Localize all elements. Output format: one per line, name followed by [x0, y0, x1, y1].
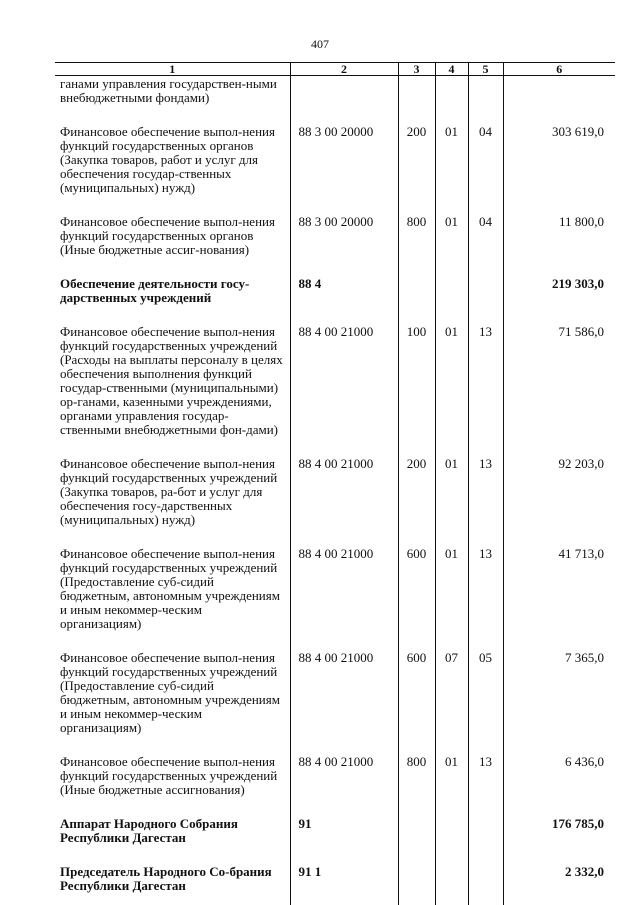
- subsection-code: [468, 865, 503, 905]
- item-name: Финансовое обеспечение выпол-нения функций государственных учреждений (Предоставление суб-сидий бюджетным, автономным учреждениям и иным некоммер-ческим организациям): [60, 546, 280, 631]
- subsection-code: 05: [468, 651, 503, 755]
- target-code: 88 4 00 21000: [290, 547, 398, 651]
- subsection-code: 13: [468, 755, 503, 817]
- amount: 7 365,0: [503, 651, 615, 755]
- expense-type-code: 200: [398, 457, 435, 547]
- section-code: 01: [435, 215, 468, 277]
- expense-type-code: 800: [398, 755, 435, 817]
- table-row: [55, 457, 615, 547]
- table-body: [55, 76, 615, 905]
- section-code: 01: [435, 325, 468, 457]
- amount: 71 586,0: [503, 325, 615, 457]
- item-name: Финансовое обеспечение выпол-нения функций государственных учреждений (Иные бюджетные ассигнования): [60, 754, 278, 797]
- section-code: [435, 76, 468, 126]
- column-header: 3: [398, 63, 435, 76]
- section-code: [435, 277, 468, 325]
- table-header-row: [55, 63, 615, 76]
- table-row: [55, 325, 615, 457]
- subsection-code: 13: [468, 457, 503, 547]
- table-row: [55, 865, 615, 905]
- target-code: [290, 76, 398, 126]
- amount: 92 203,0: [503, 457, 615, 547]
- subsection-code: [468, 817, 503, 865]
- expense-type-code: [398, 277, 435, 325]
- target-code: 88 4 00 21000: [290, 651, 398, 755]
- item-name: Финансовое обеспечение выпол-нения функций государственных органов (Иные бюджетные ассиг-нования): [60, 214, 275, 257]
- item-name: Председатель Народного Со-брания Республики Дагестан: [60, 864, 272, 893]
- expense-type-code: 600: [398, 651, 435, 755]
- budget-table: [55, 62, 615, 905]
- expense-type-code: 800: [398, 215, 435, 277]
- amount: 176 785,0: [503, 817, 615, 865]
- item-name: Финансовое обеспечение выпол-нения функций государственных учреждений (Предоставление суб-сидий бюджетным, автономным учреждениям и иным некоммер-ческим организациям): [60, 650, 280, 735]
- target-code: 88 4 00 21000: [290, 457, 398, 547]
- target-code: 91 1: [290, 865, 398, 905]
- subsection-code: [468, 277, 503, 325]
- section-code: [435, 817, 468, 865]
- item-name: Финансовое обеспечение выпол-нения функций государственных учреждений (Закупка товаров, ра-бот и услуг для обеспечения госу-дарственных (муниципальных) нужд): [60, 456, 278, 527]
- expense-type-code: 600: [398, 547, 435, 651]
- section-code: 07: [435, 651, 468, 755]
- column-header: 1: [55, 63, 290, 76]
- table-row: [55, 547, 615, 651]
- subsection-code: 13: [468, 547, 503, 651]
- table-row: [55, 215, 615, 277]
- item-name: Финансовое обеспечение выпол-нения функций государственных учреждений (Расходы на выплаты персоналу в целях обеспечения выполнения функций государ-ственными (муниципальными) ор-ганами, казенными учреждениями, органами управления государ-ственными внебюджетными фон-дами): [60, 324, 283, 437]
- expense-type-code: 100: [398, 325, 435, 457]
- amount: 41 713,0: [503, 547, 615, 651]
- target-code: 91: [290, 817, 398, 865]
- expense-type-code: [398, 865, 435, 905]
- expense-type-code: [398, 76, 435, 126]
- column-header: 5: [468, 63, 503, 76]
- table-row: [55, 651, 615, 755]
- amount: 6 436,0: [503, 755, 615, 817]
- table-row: [55, 277, 615, 325]
- subsection-code: 04: [468, 215, 503, 277]
- section-code: 01: [435, 547, 468, 651]
- subsection-code: 04: [468, 125, 503, 215]
- table-row: [55, 76, 615, 126]
- target-code: 88 4: [290, 277, 398, 325]
- amount: 219 303,0: [503, 277, 615, 325]
- amount: 2 332,0: [503, 865, 615, 905]
- amount: 11 800,0: [503, 215, 615, 277]
- amount: 303 619,0: [503, 125, 615, 215]
- subsection-code: 13: [468, 325, 503, 457]
- column-header: 2: [290, 63, 398, 76]
- expense-type-code: [398, 817, 435, 865]
- amount: [503, 76, 615, 126]
- target-code: 88 4 00 21000: [290, 755, 398, 817]
- target-code: 88 3 00 20000: [290, 125, 398, 215]
- subsection-code: [468, 76, 503, 126]
- target-code: 88 3 00 20000: [290, 215, 398, 277]
- table-row: [55, 125, 615, 215]
- item-name: Аппарат Народного Собрания Республики Дагестан: [60, 816, 238, 845]
- item-name: Обеспечение деятельности госу-дарственных учреждений: [60, 276, 250, 305]
- table-row: [55, 755, 615, 817]
- section-code: 01: [435, 755, 468, 817]
- section-code: 01: [435, 457, 468, 547]
- item-name: ганами управления государствен-ными внебюджетными фондами): [60, 76, 277, 105]
- item-name: Финансовое обеспечение выпол-нения функций государственных органов (Закупка товаров, работ и услуг для обеспечения государ-ственных (муниципальных) нужд): [60, 124, 275, 195]
- column-header: 6: [503, 63, 615, 76]
- table-row: [55, 817, 615, 865]
- section-code: [435, 865, 468, 905]
- page-number: 407: [311, 37, 329, 51]
- target-code: 88 4 00 21000: [290, 325, 398, 457]
- expense-type-code: 200: [398, 125, 435, 215]
- column-header: 4: [435, 63, 468, 76]
- section-code: 01: [435, 125, 468, 215]
